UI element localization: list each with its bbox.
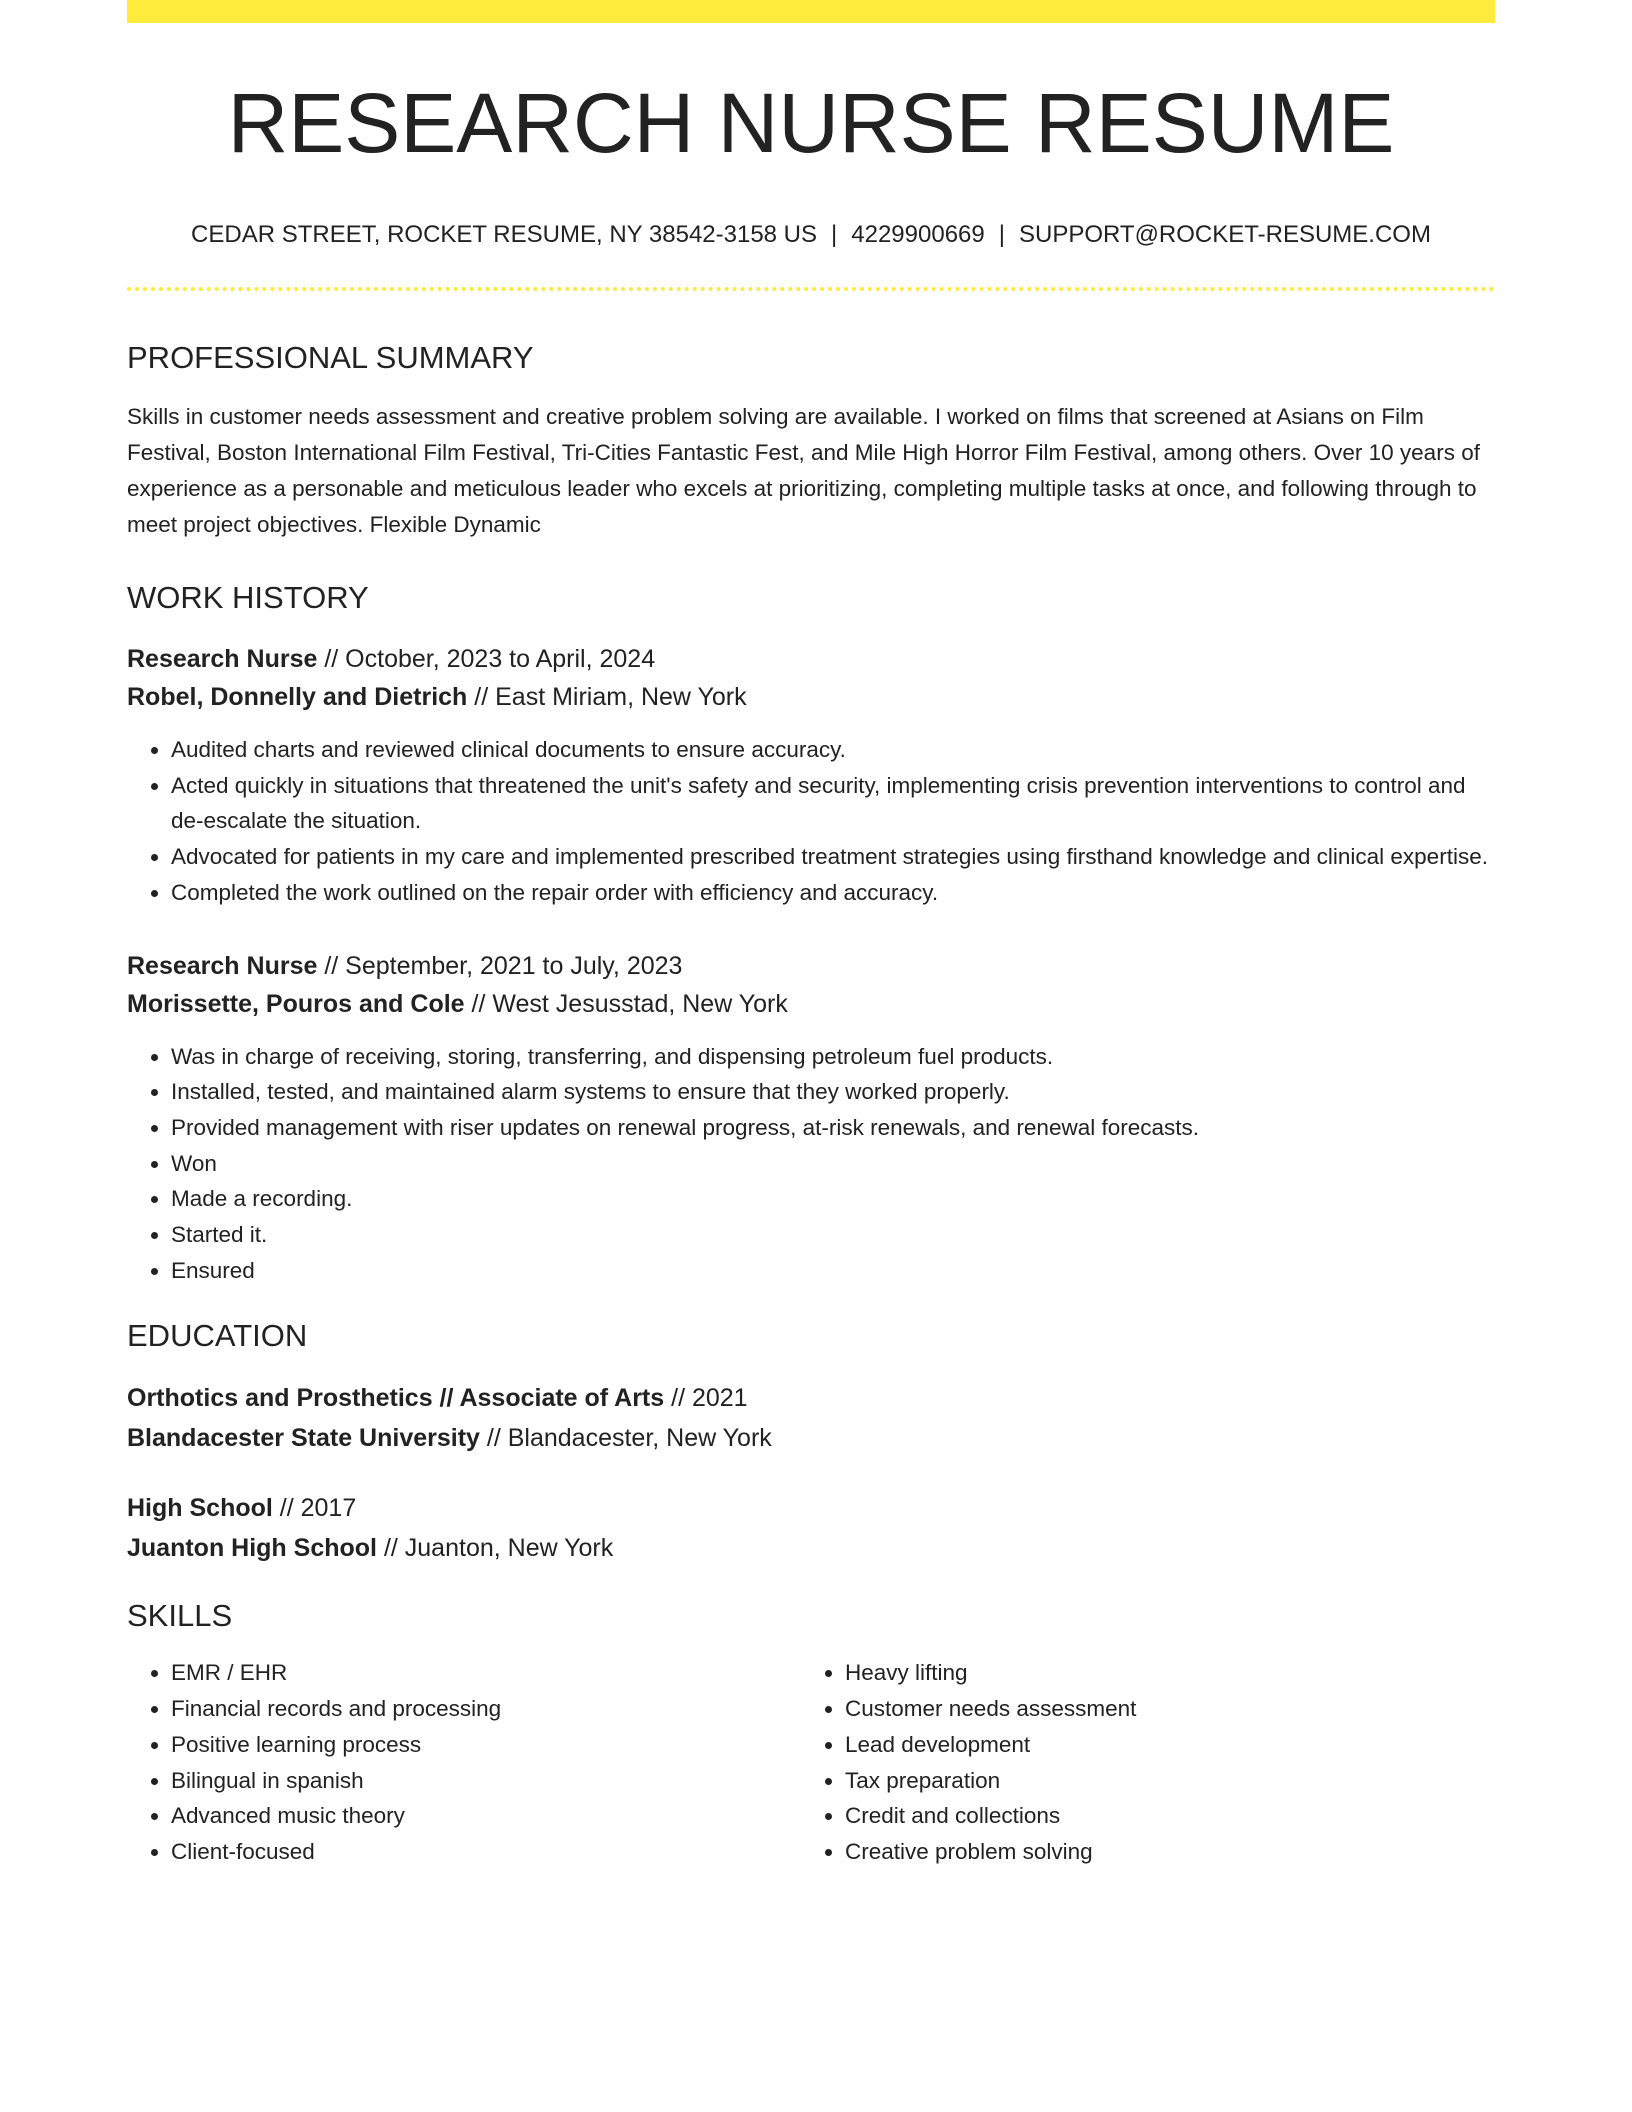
skill-item: • Positive learning process [171,1727,801,1763]
job-bullet: • Advocated for patients in my care and implemented prescribed treatment strategies using firsthand knowledge and clinical expertise. [171,839,1495,875]
skills-list [127,1655,801,1869]
skill-item: • Lead development [845,1727,1475,1763]
contact-email[interactable]: SUPPORT@ROCKET-RESUME.COM [1018,221,1431,248]
job-employer: Morissette, Pouros and Cole [127,989,465,1018]
job-employer-line [127,985,1495,1023]
job-dates: // September, 2021 to July, 2023 [317,951,683,980]
summary-text: Skills in customer needs assessment and creative problem solving are available. I worked on films that screened at Asians on Film Festival, Boston International Film Festival, Tri-Cities Fantastic Fest, and Mile High Horror Film Festival, among others. Over 10 years of experience as a personable and meticulous leader who excels at prioritizing, completing multiple tasks at once, and following through to meet project objectives. Flexible Dynamic [127,404,1480,537]
education-heading: EDUCATION [127,1318,308,1354]
skills-heading: SKILLS [127,1598,233,1634]
skills-columns [127,1655,1495,1869]
job-bullet: • Installed, tested, and maintained alarm systems to ensure that they worked properly. [171,1074,1495,1110]
job-location: // West Jesusstad, New York [464,989,788,1018]
skill-item: • Credit and collections [845,1798,1475,1834]
skill-item: • Customer needs assessment [845,1691,1475,1727]
skill-item: • Client-focused [171,1834,801,1870]
skill-item: • Advanced music theory [171,1798,801,1834]
skill-item: • Creative problem solving [845,1834,1475,1870]
education-school: Blandacester State University [127,1424,480,1453]
education-degree-line [127,1378,1495,1418]
contact-separator: | [998,221,1005,248]
job-entry [127,640,1495,911]
education-location: // Juanton, New York [377,1534,614,1563]
education-year: // 2017 [272,1494,357,1523]
education-school-line [127,1418,1495,1458]
contact-address: CEDAR STREET, ROCKET RESUME, NY 38542-3158 US [191,221,818,248]
job-role: Research Nurse [127,951,318,980]
education-entry [127,1488,1495,1568]
dotted-divider [127,287,1495,291]
job-role: Research Nurse [127,645,318,673]
education-entry [127,1378,1495,1458]
education-school-line [127,1528,1495,1568]
skills-column-left [127,1655,801,1869]
education-degree-line [127,1488,1495,1528]
skill-item: • EMR / EHR [171,1655,801,1691]
job-bullets [127,732,1495,911]
resume-title: RESEARCH NURSE RESUME [227,76,1395,170]
job-bullet: • Made a recording. [171,1181,1495,1217]
skill-item: • Heavy lifting [845,1655,1475,1691]
job-bullet: • Completed the work outlined on the repair order with efficiency and accuracy. [171,875,1495,911]
contact-phone[interactable]: 4229900669 [851,221,985,248]
education-school: Juanton High School [127,1534,377,1563]
resume-page [127,0,1495,1870]
job-bullet: • Started it. [171,1217,1495,1253]
job-bullet: • Won [171,1146,1495,1182]
education-degree: Orthotics and Prosthetics // Associate of Arts [127,1384,665,1413]
contact-separator: | [831,221,838,248]
job-role-line [127,640,1495,678]
job-location: // East Miriam, New York [467,683,747,711]
work-history-heading: WORK HISTORY [127,580,369,615]
skill-item: • Bilingual in spanish [171,1763,801,1799]
education-year: // 2021 [664,1384,748,1413]
top-accent-bar [127,0,1495,23]
skill-item: • Tax preparation [845,1763,1475,1799]
contact-line [127,223,1495,247]
job-bullet: • Provided management with riser updates on renewal progress, at-risk renewals, and renewal forecasts. [171,1110,1495,1146]
job-employer: Robel, Donnelly and Dietrich [127,683,468,711]
skills-column-right [801,1655,1475,1869]
job-entry [127,947,1495,1289]
job-dates: // October, 2023 to April, 2024 [317,645,656,673]
job-bullet: • Acted quickly in situations that threatened the unit's safety and security, implementing crisis prevention interventions to control and de-escalate the situation. [171,768,1495,839]
job-bullet: • Was in charge of receiving, storing, transferring, and dispensing petroleum fuel products. [171,1039,1495,1075]
skills-list [801,1655,1475,1869]
job-bullets [127,1039,1495,1289]
education-location: // Blandacester, New York [479,1424,772,1453]
skill-item: • Financial records and processing [171,1691,801,1727]
education-degree: High School [127,1494,273,1523]
job-employer-line [127,678,1495,716]
job-bullet: • Ensured [171,1253,1495,1289]
job-role-line [127,947,1495,985]
summary-heading: PROFESSIONAL SUMMARY [127,340,534,375]
job-bullet: • Audited charts and reviewed clinical documents to ensure accuracy. [171,732,1495,768]
